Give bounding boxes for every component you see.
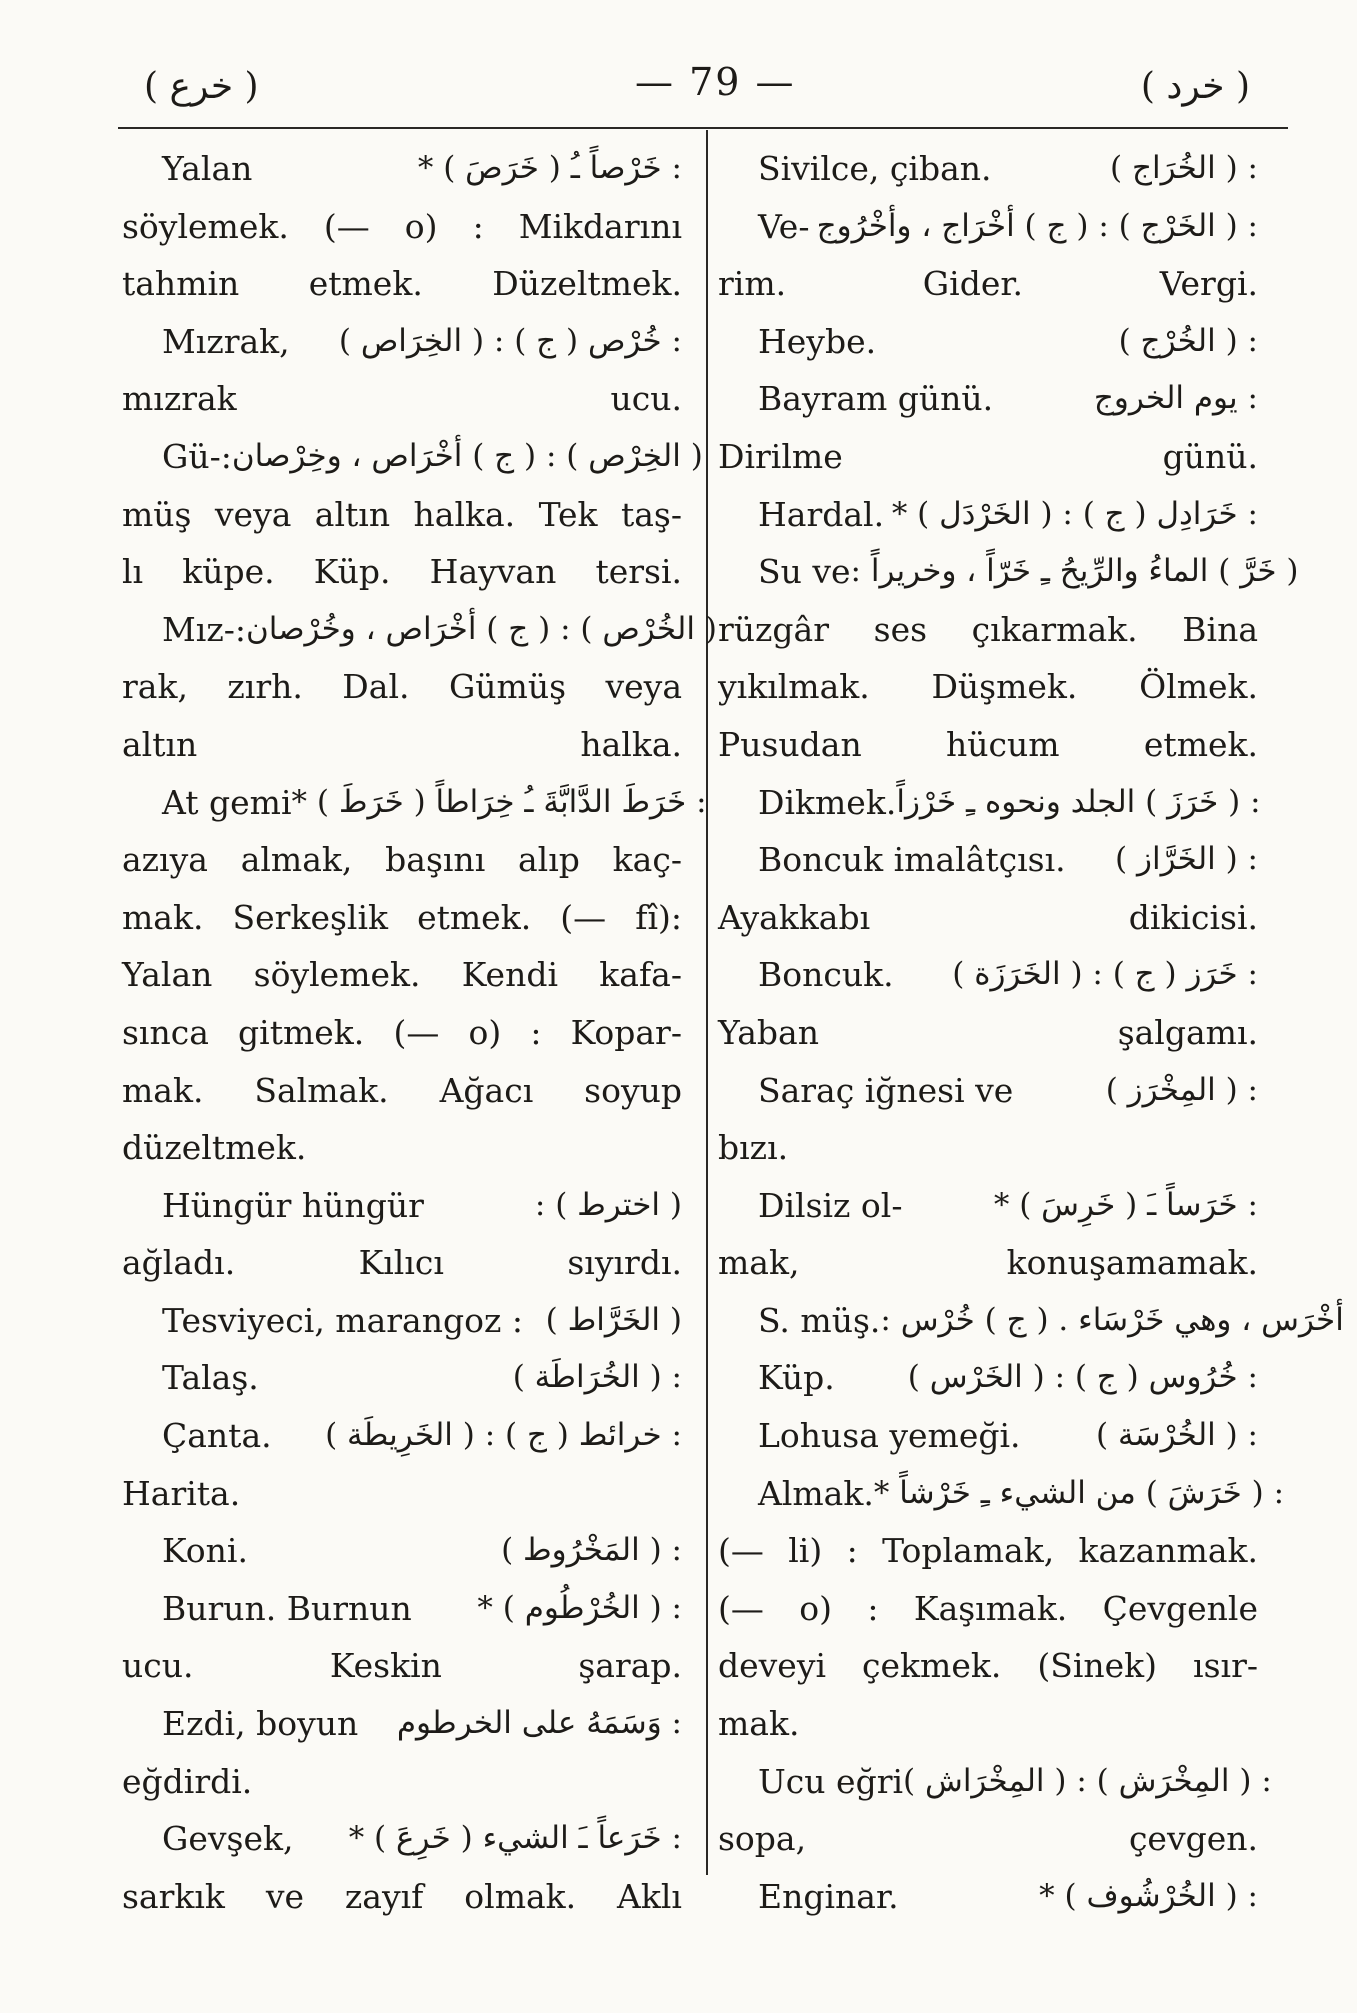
arabic-headword: : ( الخُرَاطَة ) (512, 1359, 682, 1396)
turkish-text: Dirilme günü. (718, 436, 1258, 476)
turkish-text: Sivilce, çiban. (758, 149, 992, 188)
turkish-text: Lohusa yemeği. (758, 1416, 1021, 1456)
entry-line (122, 1753, 682, 1811)
turkish-text: Almak. (758, 1473, 874, 1513)
turkish-text: (— o) : Kaşımak. Çevgenle (718, 1588, 1258, 1628)
entry-line (718, 1407, 1258, 1465)
turkish-text: söylemek. (— o) : Mikdarını (122, 206, 682, 246)
page-header (130, 60, 1280, 130)
arabic-headword: : ( المِخْرَش ) : ( المِخْرَاش ) (903, 1762, 1272, 1799)
arabic-headword: : ( المِخْرَز ) (1105, 1071, 1258, 1108)
entry-line (718, 1695, 1258, 1753)
entry-line (122, 831, 682, 889)
arabic-headword: : ( خَرَزَ ) الجلد ونحوه ـِ خَرْزاً (896, 783, 1261, 820)
turkish-text: Ucu eğri (758, 1761, 904, 1801)
turkish-text: Yalan (162, 149, 253, 188)
turkish-text: Ayakkabı dikicisi. (718, 897, 1258, 937)
page-number: — 79 — (635, 60, 796, 104)
entry-line (122, 1810, 682, 1868)
entry-line (122, 1407, 682, 1465)
arabic-headword: ( اخترط ) : (534, 1186, 682, 1223)
arabic-headword: : خُرْص ( ج ) : ( الخِرَاص ) (338, 322, 682, 359)
turkish-text: Saraç iğnesi ve (758, 1070, 1014, 1110)
arabic-headword: : ( الخُرْج ) (1118, 322, 1258, 359)
turkish-text: müş veya altın halka. Tek taş- (122, 494, 682, 534)
entry-line (122, 716, 682, 774)
turkish-text: Yaban şalgamı. (718, 1012, 1258, 1052)
arabic-headword: : ( الخُرْشُوف ) * (1039, 1877, 1258, 1914)
entry-line (122, 1695, 682, 1753)
entry-line (718, 198, 1258, 256)
turkish-text: Su ve (758, 552, 851, 592)
entry-line (122, 313, 682, 371)
turkish-text: Ve- (758, 206, 810, 246)
entry-line (122, 601, 717, 659)
turkish-text: Gevşek, (162, 1819, 294, 1859)
turkish-text: Çanta. (162, 1416, 272, 1456)
entry-line (718, 831, 1258, 889)
arabic-headword: ( خَرَّ ) الماءُ والرِّيحُ ـِ خَرّاً ، وخريراً : (850, 553, 1299, 590)
turkish-text: Hüngür hüngür (162, 1185, 424, 1225)
entry-line (122, 946, 682, 1004)
turkish-text: Yalan söylemek. Kendi kafa- (122, 955, 682, 995)
arabic-headword: ( الخُرْص ) : ( ج ) أخْرَاص ، وخُرْصان (246, 610, 717, 647)
arabic-headword: : وَسَمَهُ على الخرطوم (396, 1705, 682, 1742)
entry-line (718, 255, 1258, 313)
entry-line (718, 658, 1258, 716)
turkish-text: S. müş. (758, 1300, 881, 1340)
turkish-text: mak. Salmak. Ağacı soyup (122, 1070, 682, 1110)
turkish-text: mak. (718, 1704, 800, 1744)
turkish-text: Burun. Burnun (162, 1588, 412, 1628)
entry-line (122, 774, 707, 832)
entry-line (122, 1580, 682, 1638)
arabic-headword: : ( الخُرَاج ) (1110, 150, 1258, 186)
turkish-text: Gü-: (162, 436, 232, 476)
turkish-text: azıya almak, başını alıp kaç- (122, 840, 682, 880)
entry-line (718, 1349, 1258, 1407)
entry-line (718, 1465, 1285, 1523)
entry-line (718, 1810, 1258, 1868)
arabic-headword: ( الخِرْص ) : ( ج ) أخْرَاص ، وخِرْصان (231, 437, 703, 474)
turkish-text: ağladı. Kılıcı sıyırdı. (122, 1243, 682, 1283)
turkish-text: Hardal. (758, 494, 885, 534)
arabic-headword: : خَرَساً ـَ ( خَرِسَ ) * (993, 1186, 1258, 1223)
right-column (718, 140, 1344, 1925)
entry-line (718, 1868, 1258, 1926)
turkish-text: Mızrak, (162, 321, 290, 361)
entry-line (122, 140, 682, 198)
entry-line (122, 658, 682, 716)
turkish-text: Harita. (122, 1473, 241, 1513)
entry-line (718, 1177, 1258, 1235)
entry-line (718, 889, 1258, 947)
turkish-text: Bayram günü. (758, 379, 994, 419)
turkish-text: mak, konuşamamak. (718, 1243, 1258, 1283)
turkish-text: Boncuk. (758, 955, 894, 995)
turkish-text: Mız-: (162, 609, 246, 649)
turkish-text: sopa, çevgen. (718, 1819, 1258, 1859)
arabic-headword: : خُرُوس ( ج ) : ( الخَرْس ) (907, 1359, 1258, 1396)
header-rule (118, 127, 1288, 129)
entry-line (122, 1004, 682, 1062)
arabic-headword: أخْرَس ، وهي خَرْسَاء . ( ج ) خُرْس : (880, 1301, 1344, 1338)
entry-line (718, 1522, 1258, 1580)
turkish-text: Heybe. (758, 321, 877, 361)
entry-line (122, 1177, 682, 1235)
turkish-text: At gemi (162, 782, 292, 822)
entry-line (718, 1580, 1258, 1638)
entry-line (718, 1119, 1258, 1177)
entry-line (122, 1349, 682, 1407)
arabic-headword: ( الخَرَّاط ) (545, 1301, 682, 1338)
arabic-headword: : ( الخُرْسَة ) (1096, 1417, 1258, 1454)
header-left-root: ( خرع ) (144, 66, 259, 107)
turkish-text: (— li) : Toplamak, kazanmak. (718, 1531, 1258, 1571)
arabic-headword: : ( الخَرَّاز ) (1115, 841, 1258, 878)
entry-line (718, 1753, 1272, 1811)
turkish-text: deveyi çekmek. (Sinek) ısır- (718, 1646, 1258, 1686)
entry-line (718, 1062, 1258, 1120)
entry-line (122, 1292, 682, 1350)
arabic-headword: : خَرَعاً ـَ الشيء ( خَرِعَ ) * (348, 1820, 682, 1857)
entry-line (122, 1062, 682, 1120)
entry-line (122, 543, 682, 601)
arabic-headword: : ( خَرَشَ ) من الشيء ـِ خَرْشاً * (873, 1474, 1285, 1511)
entry-line (718, 313, 1258, 371)
turkish-text: sınca gitmek. (— o) : Kopar- (122, 1012, 682, 1052)
entry-line (718, 370, 1258, 428)
turkish-text: Küp. (758, 1358, 835, 1398)
entry-line (122, 1637, 682, 1695)
turkish-text: Dikmek. (758, 782, 897, 822)
left-column (122, 140, 717, 1925)
turkish-text: bızı. (718, 1128, 789, 1168)
turkish-text: eğdirdi. (122, 1761, 253, 1801)
entry-line (122, 198, 682, 256)
entry-line (122, 1868, 682, 1926)
entry-line (122, 370, 682, 428)
turkish-text: Dilsiz ol- (758, 1185, 903, 1225)
entry-line (718, 601, 1258, 659)
entry-line (122, 486, 682, 544)
turkish-text: yıkılmak. Düşmek. Ölmek. (718, 667, 1258, 707)
turkish-text: rim. Gider. Vergi. (718, 264, 1258, 304)
header-right-root: ( خرد ) (1140, 66, 1250, 107)
entry-line (122, 1465, 682, 1523)
entry-line (718, 1234, 1258, 1292)
turkish-text: Boncuk imalâtçısı. (758, 840, 1066, 880)
turkish-text: rüzgâr ses çıkarmak. Bina (718, 609, 1258, 649)
entry-line (718, 716, 1258, 774)
turkish-text: tahmin etmek. Düzeltmek. (122, 264, 682, 304)
entry-line (122, 1234, 682, 1292)
entry-line (718, 543, 1299, 601)
arabic-headword: : خَرْصاً ـُ ( خَرَصَ ) * (417, 150, 682, 186)
arabic-headword: : يوم الخروج (1093, 380, 1258, 417)
arabic-headword: : ( الخَرْج ) : ( ج ) أخْرَاج ، وأخْرُوج (816, 207, 1258, 244)
entry-line (122, 255, 682, 313)
entry-line (718, 486, 1258, 544)
turkish-text: mak. Serkeşlik etmek. (— fî): (122, 897, 682, 937)
arabic-headword: : ( المَخْرُوط ) (501, 1532, 682, 1569)
turkish-text: Enginar. (758, 1876, 899, 1916)
arabic-headword: : خَرَطَ الدَّابَّةَ ـُ خِرَاطاً ( خَرَطَ ) * (291, 783, 707, 820)
column-divider (706, 130, 708, 1875)
arabic-headword: : خَرَز ( ج ) : ( الخَرَزَة ) (952, 956, 1258, 993)
entry-line (718, 946, 1258, 1004)
entry-line (718, 1637, 1258, 1695)
turkish-text: düzeltmek. (122, 1128, 307, 1168)
arabic-headword: : ( الخُرْطُوم ) * (477, 1589, 682, 1626)
turkish-text: Koni. (162, 1531, 248, 1571)
arabic-headword: : خرائط ( ج ) : ( الخَرِيطَة ) (325, 1417, 682, 1454)
turkish-text: Ezdi, boyun (162, 1704, 359, 1744)
turkish-text: sarkık ve zayıf olmak. Aklı (122, 1876, 682, 1916)
entry-line (718, 1004, 1258, 1062)
turkish-text: Talaş. (162, 1358, 259, 1398)
turkish-text: ucu. Keskin şarap. (122, 1646, 682, 1686)
arabic-headword: : خَرَادِل ( ج ) : ( الخَرْدَل ) * (891, 495, 1258, 532)
entry-line (122, 889, 682, 947)
turkish-text: altın halka. (122, 724, 682, 764)
entry-line (122, 1119, 682, 1177)
turkish-text: mızrak ucu. (122, 379, 682, 419)
turkish-text: rak, zırh. Dal. Gümüş veya (122, 667, 682, 707)
entry-line (718, 774, 1261, 832)
turkish-text: Pusudan hücum etmek. (718, 724, 1258, 764)
turkish-text: Tesviyeci, marangoz : (162, 1300, 523, 1340)
entry-line (122, 428, 703, 486)
turkish-text: lı küpe. Küp. Hayvan tersi. (122, 552, 682, 592)
entry-line (718, 428, 1258, 486)
entry-line (122, 1522, 682, 1580)
entry-line (718, 1292, 1344, 1350)
entry-line (718, 140, 1258, 198)
